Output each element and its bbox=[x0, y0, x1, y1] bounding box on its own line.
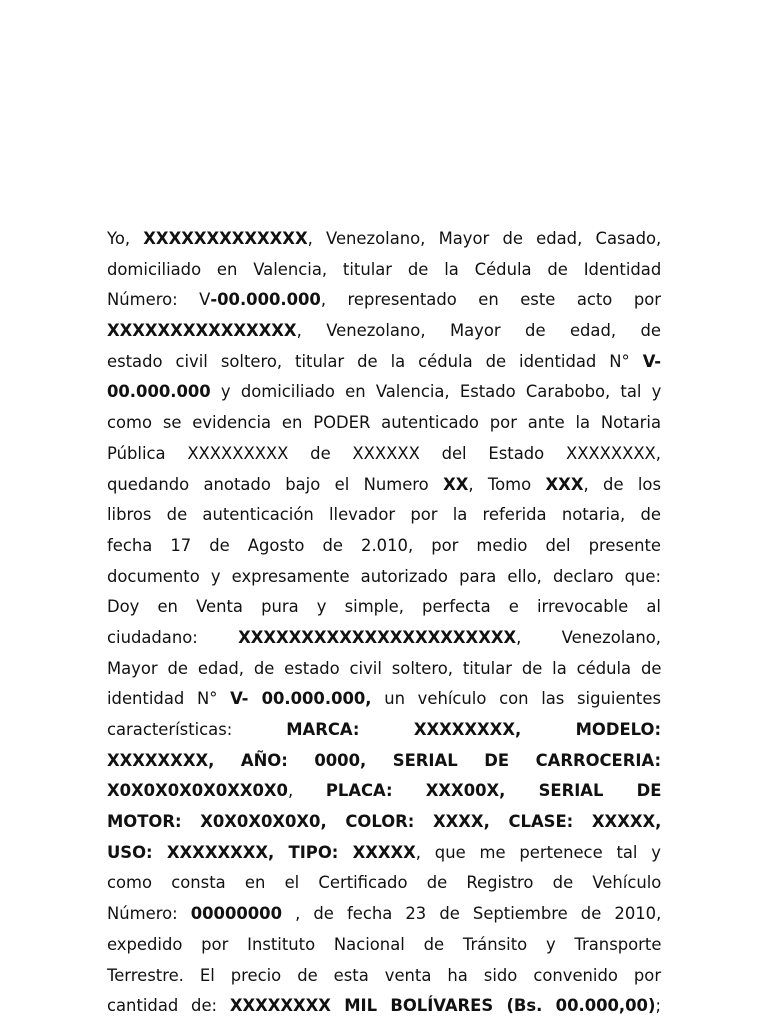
bold-text: V- bbox=[642, 351, 661, 371]
document-line bbox=[107, 408, 661, 439]
text-run: un vehículo con las siguientes bbox=[371, 689, 661, 709]
document-line bbox=[107, 224, 661, 255]
text-run: ciudadano: bbox=[107, 627, 239, 647]
text-run: como consta en el Certificado de Registro de Vehículo bbox=[107, 873, 662, 893]
bold-text: MOTOR: X0X0X0X0X0, COLOR: XXXX, CLASE: XXXXX, bbox=[107, 812, 662, 832]
text-run: características: bbox=[107, 720, 287, 739]
bold-text: XXXXXXXX, AÑO: 0000, SERIAL DE CARROCERIA: bbox=[107, 750, 661, 770]
text-run: Mayor de edad, de estado civil soltero, titular de la cédula de bbox=[107, 658, 662, 678]
document-line bbox=[107, 868, 661, 899]
text-run: estado civil soltero, titular de la cédula de identidad N° bbox=[107, 351, 643, 371]
text-run: Terrestre. El precio de esta venta ha sido convenido por bbox=[107, 965, 662, 985]
text-run: , Venezolano, bbox=[516, 627, 661, 647]
bold-text: XXXXXXXX MIL BOLÍVARES (Bs. 00.000,00) bbox=[229, 996, 656, 1016]
text-run: , de los bbox=[583, 474, 662, 494]
document-line bbox=[107, 285, 661, 316]
document-line bbox=[107, 807, 661, 838]
document-line bbox=[107, 991, 661, 1022]
document-line bbox=[107, 746, 661, 777]
document-line bbox=[107, 715, 661, 746]
bold-text: XXXXXXXXXXXXXXXXXXXXXX bbox=[238, 627, 517, 647]
document-line bbox=[107, 776, 661, 807]
document-line bbox=[107, 470, 661, 501]
text-run: , representado en este acto por bbox=[320, 290, 661, 310]
document-line bbox=[107, 654, 661, 685]
document-line bbox=[107, 930, 661, 961]
document-line bbox=[107, 623, 661, 654]
text-run: , Venezolano, Mayor de edad, Casado, bbox=[307, 229, 662, 248]
text-run: documento y expresamente autorizado para ello, declaro que: bbox=[107, 566, 661, 586]
document-line bbox=[107, 439, 661, 470]
document-line bbox=[107, 684, 661, 715]
bold-text: 00000000 bbox=[190, 904, 282, 924]
bold-text: XXXXXXXXXXXXXXX bbox=[107, 321, 297, 341]
text-run: Pública XXXXXXXXX de XXXXXX del Estado XXXXXXXX, bbox=[107, 443, 661, 463]
text-run: identidad N° bbox=[107, 689, 231, 709]
document-line bbox=[107, 838, 661, 869]
bold-text: PLACA: XXX00X, SERIAL DE bbox=[325, 781, 662, 801]
text-run: , Venezolano, Mayor de edad, de bbox=[296, 321, 661, 341]
text-run: Número: V bbox=[107, 290, 211, 310]
text-run: , que me pertenece tal y bbox=[415, 842, 661, 862]
text-run: , de fecha 23 de Septiembre de 2010, bbox=[281, 904, 662, 924]
text-run: domiciliado en Valencia, titular de la Cédula de Identidad bbox=[107, 259, 662, 279]
document-line bbox=[107, 377, 661, 408]
text-run: quedando anotado bajo el Numero bbox=[107, 474, 444, 494]
document-line bbox=[107, 961, 661, 992]
text-run: y domiciliado en Valencia, Estado Carabobo, tal y bbox=[210, 382, 662, 402]
text-run: cantidad de: bbox=[107, 996, 230, 1016]
text-run: Doy en Venta pura y simple, perfecta e irrevocable al bbox=[107, 597, 661, 617]
document-line bbox=[107, 347, 661, 378]
text-run: como se evidencia en PODER autenticado por ante la Notaria bbox=[107, 413, 661, 433]
text-run: fecha 17 de Agosto de 2.010, por medio del presente bbox=[107, 535, 661, 555]
bold-text: 00.000.000 bbox=[107, 382, 211, 402]
bold-text: XXXXXXXXXXXXX bbox=[143, 229, 308, 248]
bold-text: MARCA: XXXXXXXX, MODELO: bbox=[286, 720, 662, 739]
text-run: expedido por Instituto Nacional de Tránsito y Transporte bbox=[107, 934, 662, 954]
text-run: Yo, bbox=[107, 229, 144, 248]
document-line bbox=[107, 316, 661, 347]
text-run: , bbox=[287, 781, 326, 801]
text-run: Número: bbox=[107, 904, 191, 924]
bold-text: X0X0X0X0X0XX0X0 bbox=[107, 781, 288, 801]
document-body bbox=[107, 224, 661, 1022]
document-line bbox=[107, 255, 661, 286]
bold-text: -00.000.000 bbox=[210, 290, 321, 310]
bold-text: XX bbox=[443, 474, 469, 494]
document-line bbox=[107, 562, 661, 593]
text-run: ; bbox=[655, 996, 661, 1016]
bold-text: USO: XXXXXXXX, TIPO: XXXXX bbox=[107, 842, 416, 862]
text-run: libros de autenticación llevador por la referida notaria, de bbox=[107, 505, 661, 525]
document-line bbox=[107, 500, 661, 531]
document-line bbox=[107, 531, 661, 562]
bold-text: XXX bbox=[545, 474, 584, 494]
document-line bbox=[107, 899, 661, 930]
document-line bbox=[107, 592, 661, 623]
bold-text: V- 00.000.000, bbox=[230, 689, 372, 709]
text-run: , Tomo bbox=[468, 474, 546, 494]
